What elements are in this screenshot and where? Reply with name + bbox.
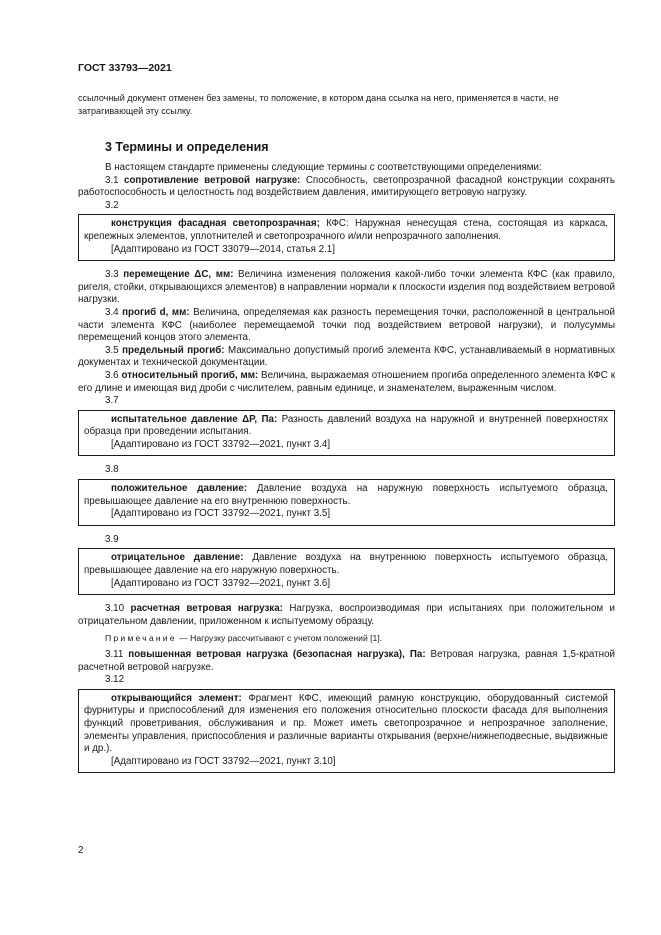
term-number: 3.9 xyxy=(105,533,119,545)
term-box-3-8: положительное давление: Давление воздуха на наружную поверхность испытуемого образца, превышающее давление на его внутреннюю поверхность. [Адаптировано из ГОСТ 33792—2021, пункт 3.5] xyxy=(78,479,615,526)
term-name: отрицательное давление: xyxy=(111,552,244,564)
term-3-3: 3.3 перемещение ΔC, мм: Величина изменения положения какой-либо точки элемента КФС (как правило, ригеля, стойки, открывающихся элементов) в направлении нормали к плоскости изделия под воздействием ветровой нагрузки. xyxy=(78,269,615,306)
term-source: [Адаптировано из ГОСТ 33792—2021, пункт 3.6] xyxy=(111,577,331,589)
term-3-10: 3.10 расчетная ветровая нагрузка: Нагрузка, воспроизводимая при испытаниях при положительном и отрицательном давлении, приложенном к испытуемому образцу. xyxy=(78,603,615,627)
page-number: 2 xyxy=(78,845,84,856)
term-name: относительный прогиб, мм: xyxy=(121,369,259,381)
term-number: 3.2 xyxy=(105,199,119,211)
term-box-3-9: отрицательное давление: Давление воздуха на внутреннюю поверхность испытуемого образца, превышающее давление на его наружную поверхность. [Адаптировано из ГОСТ 33792—2021, пункт 3.6] xyxy=(78,548,615,595)
term-source: [Адаптировано из ГОСТ 33792—2021, пункт 3.4] xyxy=(111,438,331,450)
terms-body xyxy=(78,162,615,781)
term-3-5: 3.5 предельный прогиб: Максимально допустимый прогиб элемента КФС, устанавливаемый в нормативных документах и технической документации. xyxy=(78,344,615,369)
term-source: [Адаптировано из ГОСТ 33792—2021, пункт 3.10] xyxy=(111,755,336,767)
doc-header: ГОСТ 33793—2021 xyxy=(78,62,172,74)
section-title: 3 Термины и определения xyxy=(105,140,269,154)
term-source: [Адаптировано из ГОСТ 33079—2014, статья 2.1] xyxy=(111,243,335,255)
note: Примечание — Нагрузку рассчитывают с учетом положений [1]. xyxy=(105,633,383,644)
term-number: 3.12 xyxy=(105,674,125,686)
term-name: прогиб d, мм: xyxy=(122,306,190,318)
term-3-11: 3.11 повышенная ветровая нагрузка (безопасная нагрузка), Па: Ветровая нагрузка, равная 1,5-кратной расчетной ветровой нагрузке. xyxy=(78,649,615,673)
term-name: повышенная ветровая нагрузка (безопасная нагрузка), Па: xyxy=(128,649,426,660)
term-name: сопротивление ветровой нагрузке: xyxy=(124,174,301,186)
note-label: Примечание xyxy=(105,633,177,644)
term-3-6: 3.6 относительный прогиб, мм: Величина, выражаемая отношением прогиба определенного элемента КФС к его длине и имеющая вид дроби с числителем, равным единице, и знаменателем, выраженным числом. xyxy=(78,369,615,394)
term-name: перемещение ΔC, мм: xyxy=(123,269,234,281)
term-name: испытательное давление ΔP, Па: xyxy=(111,413,278,425)
intro-continuation: ссылочный документ отменен без замены, то положение, в котором дана ссылка на него, применяется в части, не затрагивающей эту ссылку. xyxy=(78,93,559,116)
term-name: расчетная ветровая нагрузка: xyxy=(130,603,283,615)
term-name: положительное давление: xyxy=(111,483,248,495)
term-3-4: 3.4 прогиб d, мм: Величина, определяемая как разность перемещения точки, расположенной в центральной части элемента КФС (наиболее перемещаемой точки под воздействием ветровой нагрузки), и полусуммы перемещений концов этого элемента. xyxy=(78,306,615,344)
term-name: предельный прогиб: xyxy=(122,344,225,356)
term-name: конструкция фасадная светопрозрачная; xyxy=(111,218,320,230)
term-number: 3.7 xyxy=(105,395,119,407)
term-box-3-12: открывающийся элемент: Фрагмент КФС, имеющий рамную конструкцию, оборудованный системой фурнитуры и приспособлений для изменения его положения относительно плоскости фасада для выполнения функций проветривания, обслуживания и пр. Может иметь светопрозрачное и непрозрачное заполнение, элементы управления, приспособления и различные варианты открывания (верхне/нижнеподвесные, выдвижные и др.). [Адаптировано из ГОСТ 33792—2021, пункт 3.10] xyxy=(78,689,615,774)
term-box-3-2: конструкция фасадная светопрозрачная; КФС: Наружная ненесущая стена, состоящая из каркаса, крепежных элементов, уплотнителей и светопрозрачного и/или непрозрачного заполнения. [Адаптировано из ГОСТ 33079—2014, статья 2.1] xyxy=(78,214,615,261)
term-name: открывающийся элемент: xyxy=(111,692,242,704)
intro-paragraph: В настоящем стандарте применены следующие термины с соответствующими определениями: xyxy=(105,162,542,173)
term-number: 3.8 xyxy=(105,464,119,476)
term-source: [Адаптировано из ГОСТ 33792—2021, пункт 3.5] xyxy=(111,508,331,520)
term-box-3-7: испытательное давление ΔP, Па: Разность давлений воздуха на наружной и внутренней поверхностях образца при проведении испытания. [Адаптировано из ГОСТ 33792—2021, пункт 3.4] xyxy=(78,410,615,457)
term-3-1: 3.1 сопротивление ветровой нагрузке: Способность, светопрозрачной фасадной конструкции сохранять работоспособность и целостность под воздействием давления, имитирующего ветровую нагрузку. xyxy=(78,174,615,199)
